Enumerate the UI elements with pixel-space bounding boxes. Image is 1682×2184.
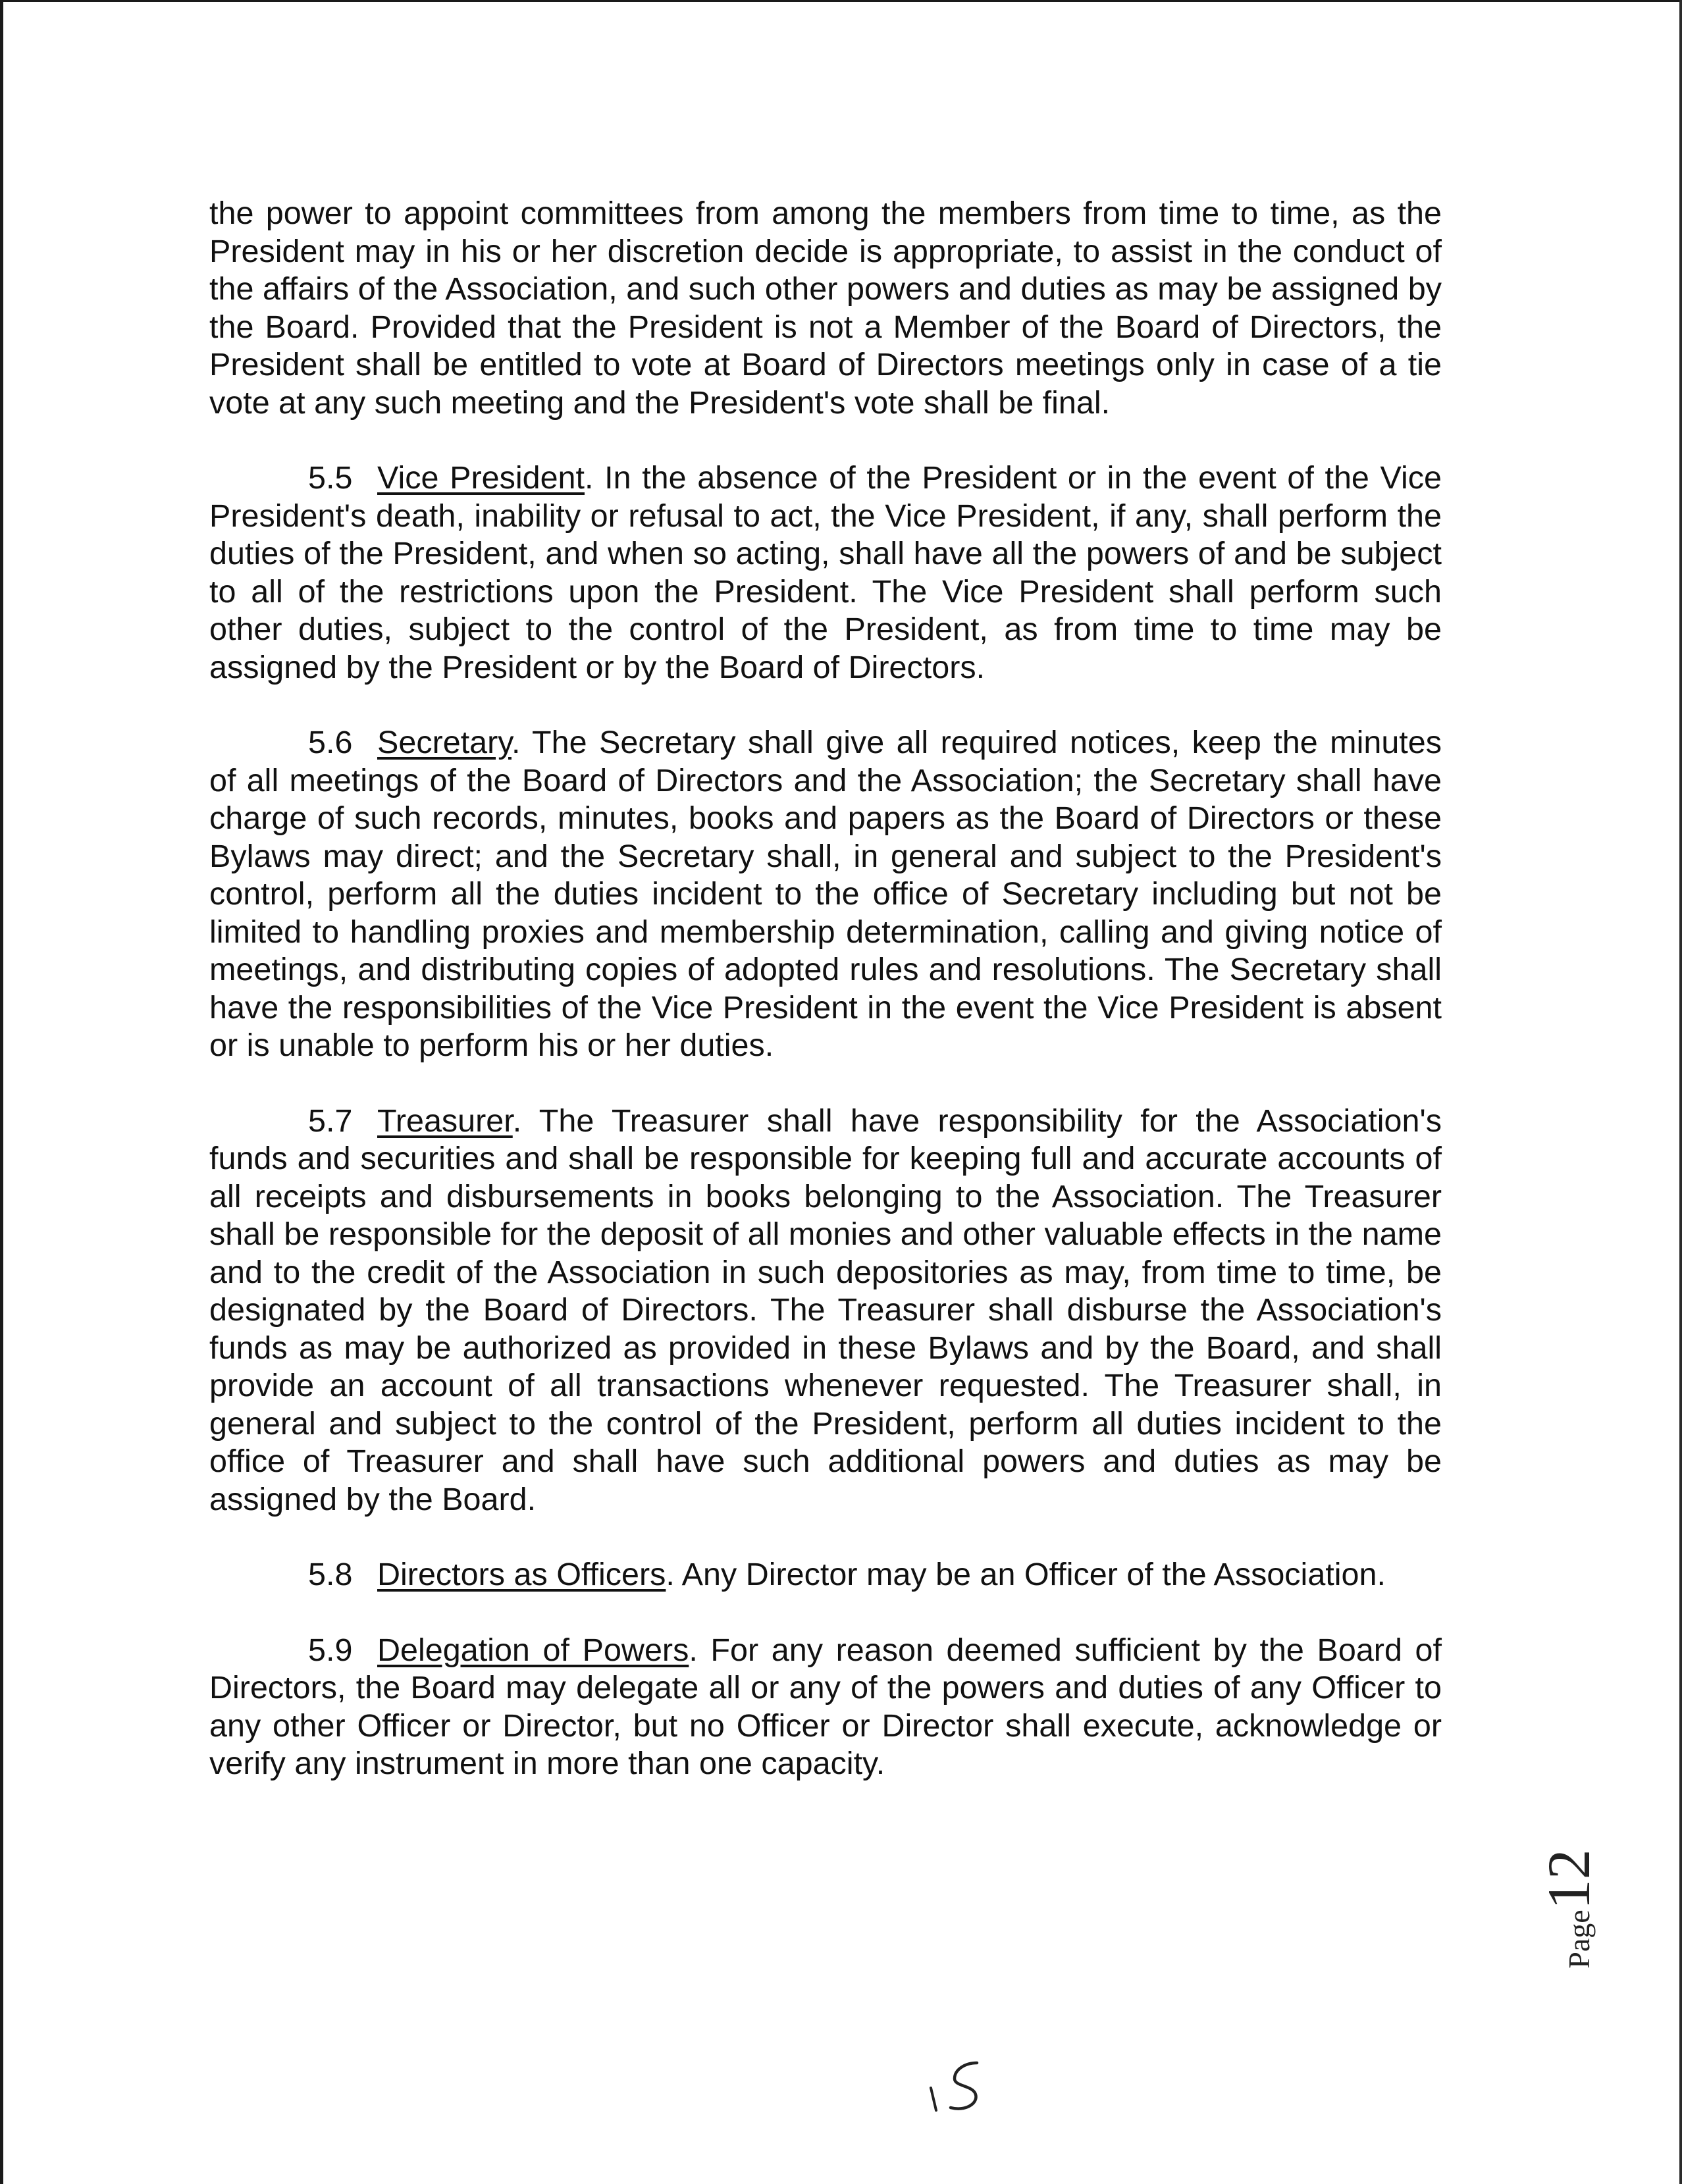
page-number: 12 xyxy=(1535,1849,1602,1910)
section-heading: Vice President xyxy=(377,460,585,496)
page-word: Page xyxy=(1562,1910,1596,1969)
section-number: 5.7 xyxy=(308,1103,353,1139)
section-text: . The Secretary shall give all required notices, keep the minutes of all meetings of the Board of Directors and the Association; the Secretary shall have charge of such records, minutes, books and papers as the Board of Directors or these Bylaws may direct; and the Secretary shall, in general and subject to the President's control, perform all the duties incident to the office of Secretary including but not be limited to handling proxies and membership determination, calling and giving notice of meetings, and distributing copies of adopted rules and resolutions. The Secretary shall have the responsibilities of the Vice President in the event the Vice President is absent or is unable to perform his or her duties. xyxy=(209,725,1442,1063)
section-5-8-directors-as-officers xyxy=(209,1556,1442,1594)
section-5-9-delegation-of-powers xyxy=(209,1632,1442,1783)
section-text: . For any reason deemed sufficient by the Board of Directors, the Board may delegate all or any of the powers and duties of any Officer to any other Officer or Director, but no Officer or Director shall execute, acknowledge or verify any instrument in more than one capacity. xyxy=(209,1632,1442,1781)
section-number: 5.9 xyxy=(308,1632,353,1668)
handwritten-page-note xyxy=(922,2054,1001,2113)
paragraph-president-continued xyxy=(209,195,1442,422)
section-heading: Directors as Officers xyxy=(377,1557,666,1592)
section-5-6-secretary xyxy=(209,724,1442,1065)
section-heading: Delegation of Powers xyxy=(377,1632,689,1668)
section-number: 5.5 xyxy=(308,460,353,496)
scan-edge-right xyxy=(1679,0,1682,2184)
section-number: 5.8 xyxy=(308,1557,353,1592)
page-number-stamp xyxy=(1534,1843,1626,1975)
scan-edge-top xyxy=(0,0,1682,2)
section-text: . In the absence of the President or in the event of the Vice President's death, inability or refusal to act, the Vice President, if any, shall perform the duties of the President, and when so acting, shall have all the powers of and be subject to all of the restrictions upon the President. The Vice President shall perform such other duties, subject to the control of the President, as from time to time may be assigned by the President or by the Board of Directors. xyxy=(209,460,1442,685)
section-text: . Any Director may be an Officer of the Association. xyxy=(666,1557,1386,1592)
section-heading: Treasurer xyxy=(377,1103,513,1139)
section-5-5-vice-president xyxy=(209,459,1442,687)
section-heading: Secretary xyxy=(377,725,512,760)
section-text: . The Treasurer shall have responsibility for the Association's funds and securities and shall be responsible for keeping full and accurate accounts of all receipts and disbursements in books belonging to the Association. The Treasurer shall be responsible for the deposit of all monies and other valuable effects in the name and to the credit of the Association in such depositories as may, from time to time, be designated by the Board of Directors. The Treasurer shall disburse the Association's funds as may be authorized as provided in these Bylaws and by the Board, and shall provide an account of all transactions whenever requested. The Treasurer shall, in general and subject to the control of the President, perform all duties incident to the office of Treasurer and shall have such additional powers and duties as may be assigned by the Board. xyxy=(209,1103,1442,1517)
section-number: 5.6 xyxy=(308,725,353,760)
section-5-7-treasurer xyxy=(209,1103,1442,1519)
paragraph-text: the power to appoint committees from among the members from time to time, as the President may in his or her discretion decide is appropriate, to assist in the conduct of the affairs of the Association, and such other powers and duties as may be assigned by the Board. Provided that the President is not a Member of the Board of Directors, the President shall be entitled to vote at Board of Directors meetings only in case of a tie vote at any such meeting and the President's vote shall be final. xyxy=(209,195,1442,421)
scan-edge-left xyxy=(0,0,3,2184)
document-body xyxy=(209,195,1442,1821)
